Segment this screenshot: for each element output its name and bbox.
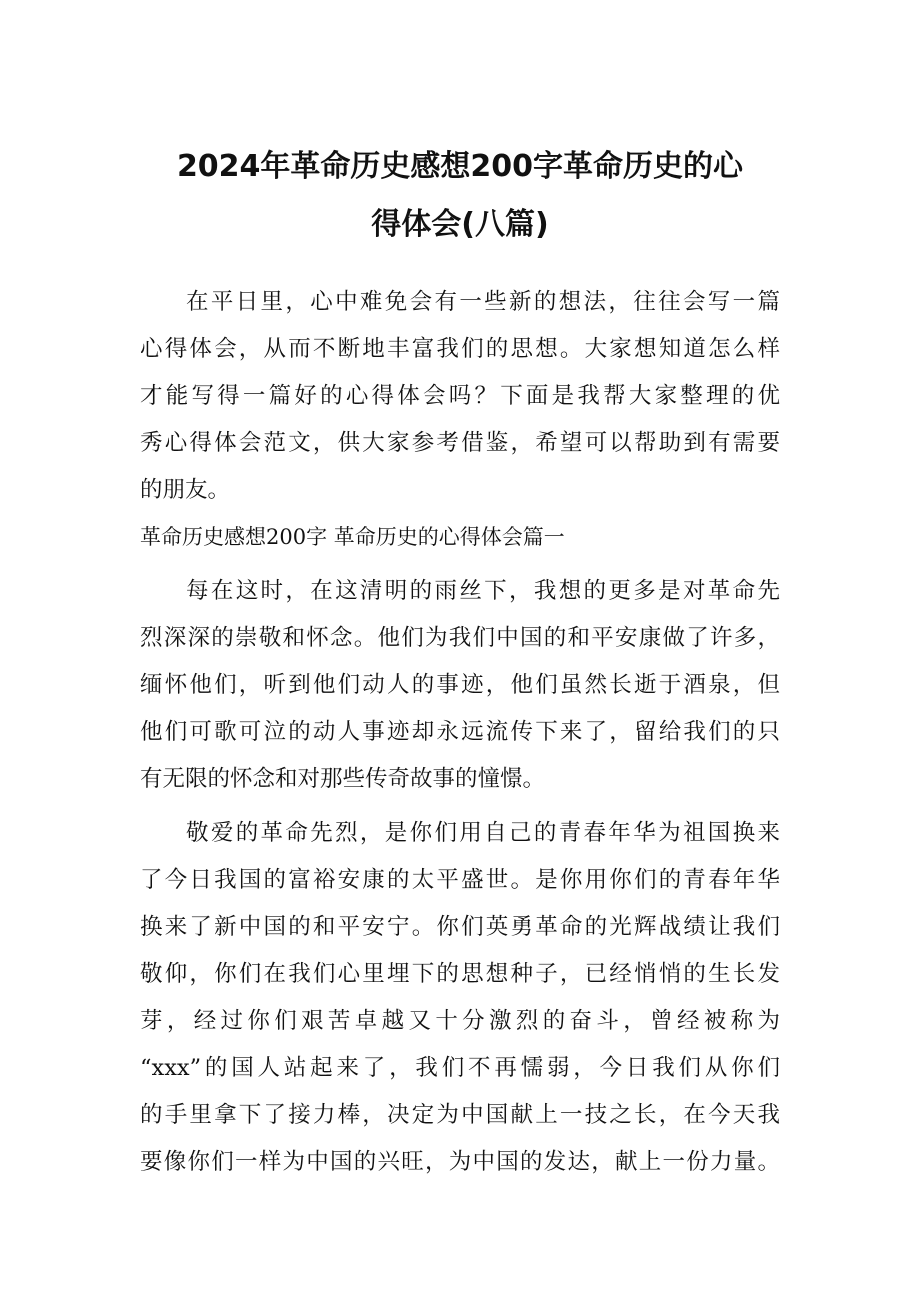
paragraph-line: 要像你们一样为中国的兴旺，为中国的发达，献上一份力量。 [140, 1149, 780, 1175]
paragraph-line: 烈深深的崇敬和怀念。他们为我们中国的和平安康做了许多， [140, 625, 780, 651]
paragraph-line: 敬爱的革命先烈，是你们用自己的青春年华为祖国换来 [186, 820, 780, 846]
title-line-1: 2024年革命历史感想200字革命历史的心 [176, 149, 744, 184]
intro-line: 才能写得一篇好的心得体会吗？下面是我帮大家整理的优 [140, 383, 780, 409]
intro-line: 心得体会，从而不断地丰富我们的思想。大家想知道怎么样 [140, 336, 780, 362]
paragraph-2 [140, 810, 780, 1186]
paragraph-line: 换来了新中国的和平安宁。你们英勇革命的光辉战绩让我们 [140, 914, 780, 940]
intro-line: 在平日里，心中难免会有一些新的想法，往往会写一篇 [186, 289, 780, 315]
title-line-2: 得体会(八篇) [371, 207, 549, 242]
paragraph-line: 了今日我国的富裕安康的太平盛世。是你用你们的青春年华 [140, 867, 780, 893]
paragraph-line: “xxx”的国人站起来了，我们不再懦弱，今日我们从你们 [140, 1055, 780, 1081]
section-heading: 革命历史感想200字 革命历史的心得体会篇一 [140, 525, 565, 549]
paragraph-line: 有无限的怀念和对那些传奇故事的憧憬。 [140, 766, 546, 792]
paragraph-line: 芽，经过你们艰苦卓越又十分激烈的奋斗，曾经被称为 [140, 1008, 780, 1034]
intro-paragraph [140, 279, 780, 514]
document-title [140, 138, 780, 254]
intro-line: 的朋友。 [140, 477, 231, 503]
paragraph-line: 缅怀他们，听到他们动人的事迹，他们虽然长逝于酒泉，但 [140, 672, 780, 698]
paragraph-line: 他们可歌可泣的动人事迹却永远流传下来了，留给我们的只 [140, 719, 780, 745]
paragraph-1 [140, 568, 780, 803]
paragraph-line: 敬仰，你们在我们心里埋下的思想种子，已经悄悄的生长发 [140, 961, 780, 987]
intro-line: 秀心得体会范文，供大家参考借鉴，希望可以帮助到有需要 [140, 430, 780, 456]
paragraph-line: 每在这时，在这清明的雨丝下，我想的更多是对革命先 [186, 578, 780, 604]
paragraph-line: 的手里拿下了接力棒，决定为中国献上一技之长，在今天我 [140, 1102, 780, 1128]
